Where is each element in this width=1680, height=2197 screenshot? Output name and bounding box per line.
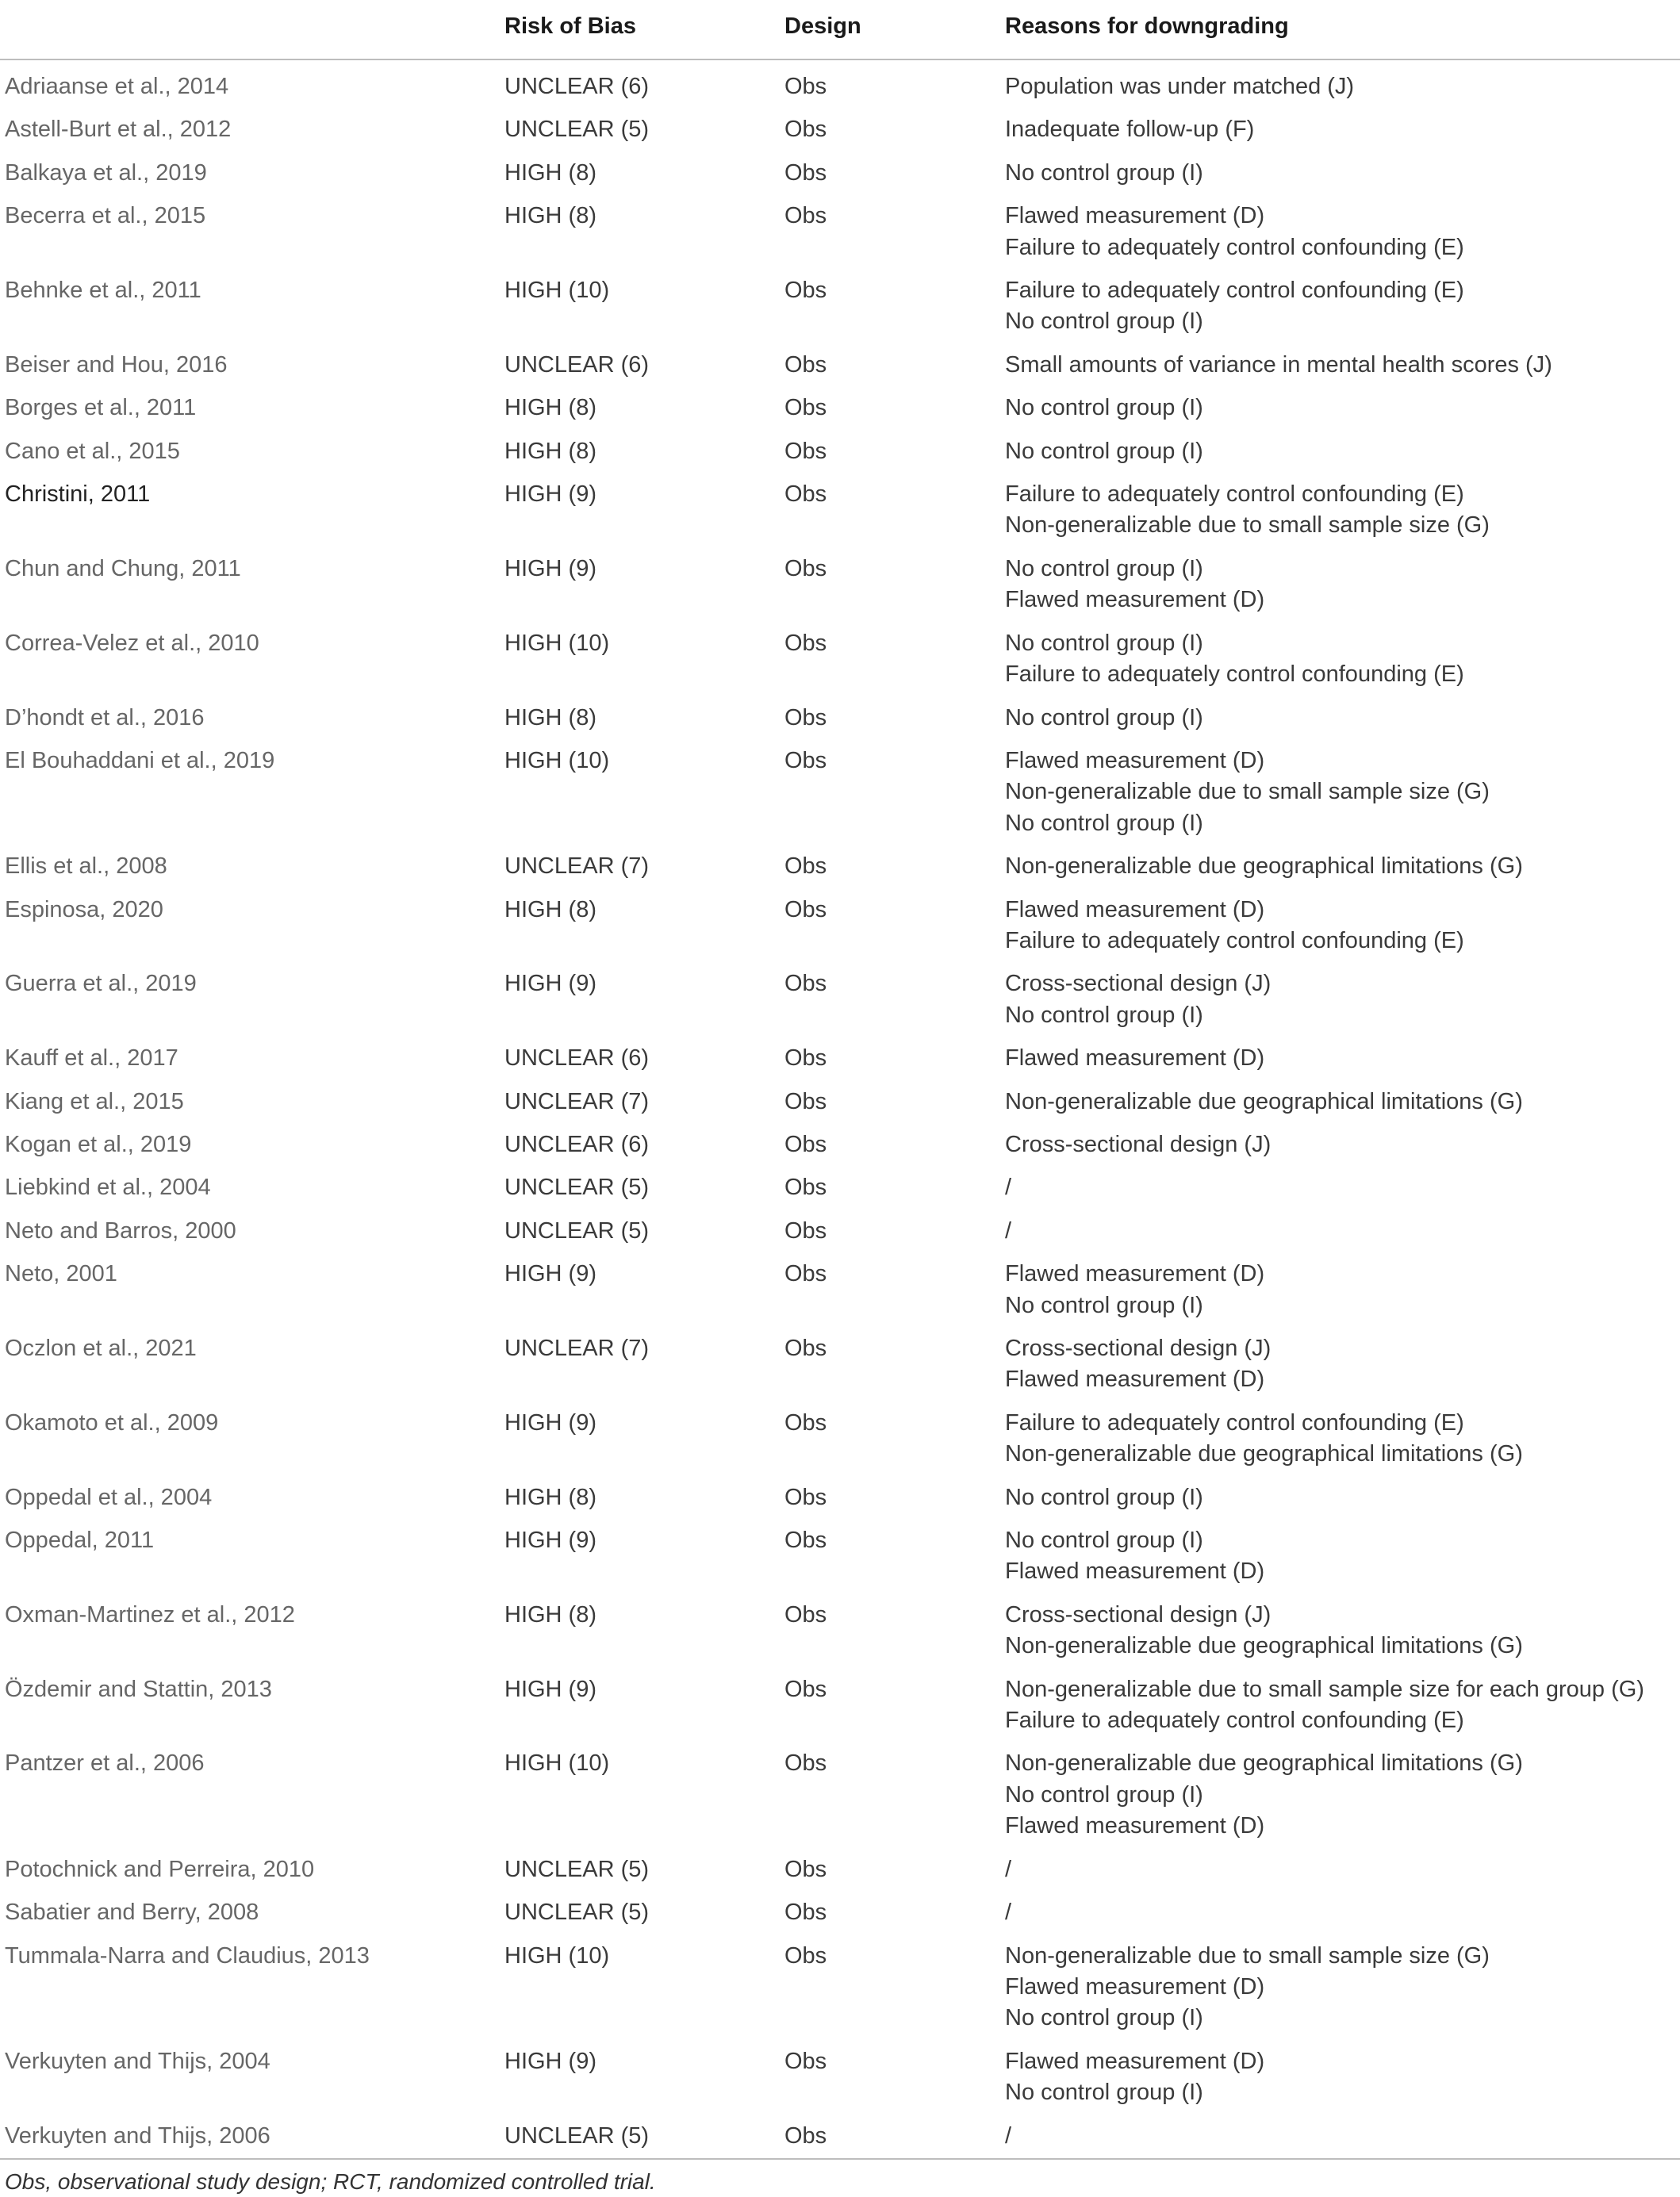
reason-line: Non-generalizable due geographical limitations (G): [1005, 853, 1523, 880]
reason-line: No control group (I): [1005, 555, 1203, 581]
reasons-cell: [1005, 1402, 1680, 1477]
risk-of-bias-cell: UNCLEAR (6): [504, 74, 650, 99]
reasons-cell: [1005, 1081, 1680, 1124]
risk-of-bias-cell: HIGH (8): [504, 704, 596, 730]
study-cell: Kogan et al., 2019: [5, 1131, 192, 1157]
table-body: [0, 59, 1680, 2159]
risk-of-bias-cell: UNCLEAR (7): [504, 853, 650, 880]
reason-line: Flawed measurement (D): [1005, 1813, 1265, 1839]
design-cell: Obs: [784, 74, 827, 99]
table-row: [0, 548, 1680, 623]
design-cell: Obs: [784, 704, 827, 730]
reason-line: Non-generalizable due geographical limitations (G): [1005, 1633, 1523, 1659]
reasons-cell: [1005, 431, 1680, 474]
table-row: [0, 2115, 1680, 2159]
table-row: [0, 109, 1680, 151]
design-cell: Obs: [784, 630, 827, 656]
table-row: [0, 474, 1680, 548]
reason-line: Flawed measurement (D): [1005, 747, 1265, 773]
table-row: [0, 59, 1680, 109]
risk-of-bias-cell: HIGH (10): [504, 630, 610, 656]
reasons-cell: [1005, 697, 1680, 740]
design-cell: Obs: [784, 395, 827, 421]
reason-line: /: [1005, 1900, 1012, 1926]
risk-of-bias-cell: HIGH (10): [504, 1942, 610, 1969]
design-cell: Obs: [784, 555, 827, 581]
risk-of-bias-cell: UNCLEAR (6): [504, 1045, 650, 1072]
reasons-cell: [1005, 1520, 1680, 1594]
reason-line: Flawed measurement (D): [1005, 203, 1265, 229]
study-cell: Okamoto et al., 2009: [5, 1409, 219, 1436]
reason-line: Flawed measurement (D): [1005, 1367, 1265, 1393]
risk-of-bias-cell: HIGH (8): [504, 896, 596, 922]
study-cell: Espinosa, 2020: [5, 896, 163, 922]
reasons-cell: [1005, 387, 1680, 430]
risk-of-bias-cell: UNCLEAR (5): [504, 2122, 650, 2149]
study-cell: Borges et al., 2011: [5, 395, 197, 421]
reasons-cell: [1005, 1210, 1680, 1253]
risk-of-bias-cell: HIGH (10): [504, 278, 610, 304]
table-header: [0, 11, 1680, 59]
reason-line: /: [1005, 1856, 1012, 1882]
study-cell: Balkaya et al., 2019: [5, 159, 207, 186]
table-row: [0, 623, 1680, 697]
study-cell: Sabatier and Berry, 2008: [5, 1900, 259, 1926]
table-row: [0, 2041, 1680, 2115]
reason-line: Flawed measurement (D): [1005, 1559, 1265, 1585]
reason-line: Non-generalizable due geographical limitations (G): [1005, 1441, 1523, 1467]
study-cell: Oxman-Martinez et al., 2012: [5, 1601, 295, 1628]
design-cell: Obs: [784, 117, 827, 143]
header-study: [0, 11, 504, 59]
reasons-cell: [1005, 623, 1680, 697]
table-row: [0, 344, 1680, 387]
design-cell: Obs: [784, 1484, 827, 1510]
reason-line: Cross-sectional design (J): [1005, 1601, 1272, 1628]
study-cell: Oppedal et al., 2004: [5, 1484, 213, 1510]
reason-line: No control group (I): [1005, 2005, 1203, 2031]
risk-of-bias-cell: HIGH (8): [504, 438, 596, 464]
design-cell: Obs: [784, 1217, 827, 1244]
risk-of-bias-cell: HIGH (9): [504, 971, 596, 997]
study-cell: Potochnick and Perreira, 2010: [5, 1856, 315, 1882]
table-row: [0, 1037, 1680, 1080]
risk-of-bias-cell: UNCLEAR (5): [504, 1217, 650, 1244]
design-cell: Obs: [784, 438, 827, 464]
table-row: [0, 1477, 1680, 1520]
study-cell: Oczlon et al., 2021: [5, 1336, 197, 1361]
reasons-cell: [1005, 2041, 1680, 2115]
risk-of-bias-cell: HIGH (9): [504, 555, 596, 581]
study-cell: Ellis et al., 2008: [5, 853, 167, 880]
reason-line: Flawed measurement (D): [1005, 1261, 1265, 1287]
design-cell: Obs: [784, 1336, 827, 1361]
reasons-cell: [1005, 474, 1680, 548]
table-row: [0, 1328, 1680, 1402]
study-cell: El Bouhaddani et al., 2019: [5, 747, 275, 773]
study-cell: Guerra et al., 2019: [5, 971, 197, 997]
reasons-cell: [1005, 1253, 1680, 1328]
design-cell: Obs: [784, 1601, 827, 1628]
study-cell: Cano et al., 2015: [5, 438, 180, 464]
reason-line: No control group (I): [1005, 309, 1203, 335]
reasons-cell: [1005, 344, 1680, 387]
study-cell: D’hondt et al., 2016: [5, 704, 205, 730]
risk-of-bias-cell: HIGH (8): [504, 159, 596, 186]
risk-of-bias-table: [0, 11, 1680, 2197]
table-row: [0, 1167, 1680, 1210]
reason-line: Cross-sectional design (J): [1005, 1336, 1272, 1361]
reasons-cell: [1005, 1167, 1680, 1210]
reasons-cell: [1005, 1743, 1680, 1848]
reason-line: Non-generalizable due geographical limitations (G): [1005, 1750, 1523, 1777]
study-cell: Kauff et al., 2017: [5, 1045, 178, 1072]
study-cell: Neto, 2001: [5, 1261, 117, 1287]
reason-line: Flawed measurement (D): [1005, 896, 1265, 922]
reasons-cell: [1005, 195, 1680, 270]
reason-line: Failure to adequately control confounding (E): [1005, 481, 1464, 508]
design-cell: Obs: [784, 1131, 827, 1157]
design-cell: Obs: [784, 896, 827, 922]
table-row: [0, 431, 1680, 474]
reason-line: Flawed measurement (D): [1005, 587, 1265, 613]
reason-line: No control group (I): [1005, 1528, 1203, 1554]
reason-line: No control group (I): [1005, 395, 1203, 421]
design-cell: Obs: [784, 1900, 827, 1926]
study-cell: Tummala-Narra and Claudius, 2013: [5, 1942, 370, 1969]
study-cell: Oppedal, 2011: [5, 1528, 155, 1554]
reasons-cell: [1005, 1037, 1680, 1080]
reasons-cell: [1005, 1669, 1680, 1743]
study-cell: Astell-Burt et al., 2012: [5, 117, 232, 143]
reasons-cell: [1005, 59, 1680, 109]
reason-line: No control group (I): [1005, 704, 1203, 730]
study-cell: Beiser and Hou, 2016: [5, 351, 228, 378]
risk-of-bias-cell: HIGH (9): [504, 481, 596, 508]
reason-line: No control group (I): [1005, 438, 1203, 464]
table-row: [0, 740, 1680, 845]
risk-of-bias-cell: HIGH (8): [504, 1484, 596, 1510]
reason-line: Flawed measurement (D): [1005, 1973, 1265, 2000]
reason-line: No control group (I): [1005, 1781, 1203, 1808]
table-row: [0, 1520, 1680, 1594]
reason-line: Non-generalizable due to small sample size (G): [1005, 1942, 1490, 1969]
risk-of-bias-cell: UNCLEAR (7): [504, 1088, 650, 1114]
risk-of-bias-cell: UNCLEAR (6): [504, 351, 650, 378]
design-cell: Obs: [784, 1528, 827, 1554]
risk-of-bias-cell: UNCLEAR (7): [504, 1336, 650, 1361]
reasons-cell: [1005, 1477, 1680, 1520]
table-row: [0, 1253, 1680, 1328]
reason-line: Cross-sectional design (J): [1005, 1131, 1272, 1157]
reasons-cell: [1005, 1328, 1680, 1402]
reason-line: Non-generalizable due to small sample size (G): [1005, 512, 1490, 539]
reason-line: No control group (I): [1005, 1292, 1203, 1318]
design-cell: Obs: [784, 1175, 827, 1201]
reason-line: Failure to adequately control confounding (E): [1005, 234, 1464, 260]
reasons-cell: [1005, 152, 1680, 195]
table-row: [0, 1743, 1680, 1848]
study-cell: Pantzer et al., 2006: [5, 1750, 205, 1777]
reasons-cell: [1005, 2115, 1680, 2159]
reasons-cell: [1005, 889, 1680, 964]
reason-line: Non-generalizable due to small sample size (G): [1005, 779, 1490, 805]
reason-line: Inadequate follow-up (F): [1005, 117, 1255, 143]
table-row: [0, 387, 1680, 430]
reason-line: Population was under matched (J): [1005, 74, 1355, 99]
risk-of-bias-cell: HIGH (9): [504, 2048, 596, 2074]
reasons-cell: [1005, 1935, 1680, 2041]
study-cell: Behnke et al., 2011: [5, 278, 201, 304]
design-cell: Obs: [784, 2048, 827, 2074]
design-cell: Obs: [784, 1856, 827, 1882]
footnote-row: [0, 2159, 1680, 2197]
risk-of-bias-cell: UNCLEAR (5): [504, 1856, 650, 1882]
table-row: [0, 1081, 1680, 1124]
reason-line: No control group (I): [1005, 630, 1203, 656]
table-row: [0, 1892, 1680, 1934]
design-cell: Obs: [784, 2122, 827, 2149]
reasons-cell: [1005, 1124, 1680, 1167]
design-cell: Obs: [784, 159, 827, 186]
table-footer: [0, 2159, 1680, 2197]
table-row: [0, 270, 1680, 344]
reason-line: Failure to adequately control confounding (E): [1005, 661, 1464, 688]
table-row: [0, 1594, 1680, 1669]
design-cell: Obs: [784, 481, 827, 508]
risk-of-bias-cell: HIGH (8): [504, 203, 596, 229]
design-cell: Obs: [784, 278, 827, 304]
study-cell: Kiang et al., 2015: [5, 1088, 184, 1114]
design-cell: Obs: [784, 853, 827, 880]
table-row: [0, 1935, 1680, 2041]
reasons-cell: [1005, 963, 1680, 1037]
risk-of-bias-cell: UNCLEAR (5): [504, 1900, 650, 1926]
footnote: Obs, observational study design; RCT, randomized controlled trial.: [0, 2159, 1680, 2197]
design-cell: Obs: [784, 971, 827, 997]
reason-line: Failure to adequately control confounding (E): [1005, 1708, 1464, 1734]
risk-of-bias-cell: HIGH (9): [504, 1261, 596, 1287]
table-row: [0, 1402, 1680, 1477]
reason-line: Small amounts of variance in mental health scores (J): [1005, 351, 1552, 378]
risk-of-bias-cell: HIGH (9): [504, 1676, 596, 1702]
risk-of-bias-cell: HIGH (10): [504, 1750, 610, 1777]
table-row: [0, 152, 1680, 195]
risk-of-bias-cell: UNCLEAR (5): [504, 117, 650, 143]
table-row: [0, 697, 1680, 740]
reason-line: /: [1005, 1175, 1012, 1201]
study-cell: Verkuyten and Thijs, 2004: [5, 2048, 270, 2074]
reason-line: Failure to adequately control confounding (E): [1005, 278, 1464, 304]
study-cell: Özdemir and Stattin, 2013: [5, 1676, 272, 1702]
reasons-cell: [1005, 845, 1680, 888]
design-cell: Obs: [784, 1750, 827, 1777]
header-reasons: Reasons for downgrading: [1005, 11, 1680, 59]
design-cell: Obs: [784, 1088, 827, 1114]
table-row: [0, 1124, 1680, 1167]
reasons-cell: [1005, 740, 1680, 845]
reason-line: No control group (I): [1005, 159, 1203, 186]
reason-line: Cross-sectional design (J): [1005, 971, 1272, 997]
design-cell: Obs: [784, 1942, 827, 1969]
design-cell: Obs: [784, 203, 827, 229]
reason-line: Flawed measurement (D): [1005, 2048, 1265, 2074]
table-row: [0, 889, 1680, 964]
reason-line: No control group (I): [1005, 1484, 1203, 1510]
reason-line: Non-generalizable due geographical limitations (G): [1005, 1088, 1523, 1114]
reason-line: Failure to adequately control confounding (E): [1005, 1409, 1464, 1436]
risk-of-bias-cell: HIGH (8): [504, 395, 596, 421]
table-row: [0, 1210, 1680, 1253]
risk-of-bias-cell: HIGH (8): [504, 1601, 596, 1628]
table-row: [0, 195, 1680, 270]
table-row: [0, 1849, 1680, 1892]
header-risk-of-bias: Risk of Bias: [504, 11, 784, 59]
design-cell: Obs: [784, 351, 827, 378]
design-cell: Obs: [784, 747, 827, 773]
risk-of-bias-cell: HIGH (10): [504, 747, 610, 773]
table-row: [0, 1669, 1680, 1743]
design-cell: Obs: [784, 1261, 827, 1287]
reasons-cell: [1005, 109, 1680, 151]
design-cell: Obs: [784, 1676, 827, 1702]
study-cell: Neto and Barros, 2000: [5, 1217, 236, 1244]
reason-line: No control group (I): [1005, 810, 1203, 836]
reasons-cell: [1005, 548, 1680, 623]
reasons-cell: [1005, 270, 1680, 344]
table-row: [0, 963, 1680, 1037]
risk-of-bias-cell: UNCLEAR (6): [504, 1131, 650, 1157]
study-cell: Liebkind et al., 2004: [5, 1175, 211, 1201]
reason-line: /: [1005, 2122, 1012, 2149]
header-row: [0, 11, 1680, 59]
reasons-cell: [1005, 1594, 1680, 1669]
risk-of-bias-cell: HIGH (9): [504, 1409, 596, 1436]
reasons-cell: [1005, 1849, 1680, 1892]
reason-line: No control group (I): [1005, 2080, 1203, 2106]
reason-line: /: [1005, 1217, 1012, 1244]
risk-of-bias-cell: UNCLEAR (5): [504, 1175, 650, 1201]
reason-line: Non-generalizable due to small sample size for each group (G): [1005, 1676, 1644, 1702]
table-row: [0, 845, 1680, 888]
risk-of-bias-cell: HIGH (9): [504, 1528, 596, 1554]
reasons-cell: [1005, 1892, 1680, 1934]
study-cell: Christini, 2011: [5, 481, 151, 508]
reason-line: Flawed measurement (D): [1005, 1045, 1265, 1072]
study-cell: Verkuyten and Thijs, 2006: [5, 2122, 270, 2149]
study-cell: Chun and Chung, 2011: [5, 555, 241, 581]
study-cell: Adriaanse et al., 2014: [5, 74, 229, 99]
reason-line: Failure to adequately control confounding (E): [1005, 927, 1464, 953]
reason-line: No control group (I): [1005, 1002, 1203, 1028]
study-cell: Becerra et al., 2015: [5, 203, 206, 229]
design-cell: Obs: [784, 1045, 827, 1072]
design-cell: Obs: [784, 1409, 827, 1436]
study-cell: Correa-Velez et al., 2010: [5, 630, 259, 656]
header-design: Design: [784, 11, 1005, 59]
